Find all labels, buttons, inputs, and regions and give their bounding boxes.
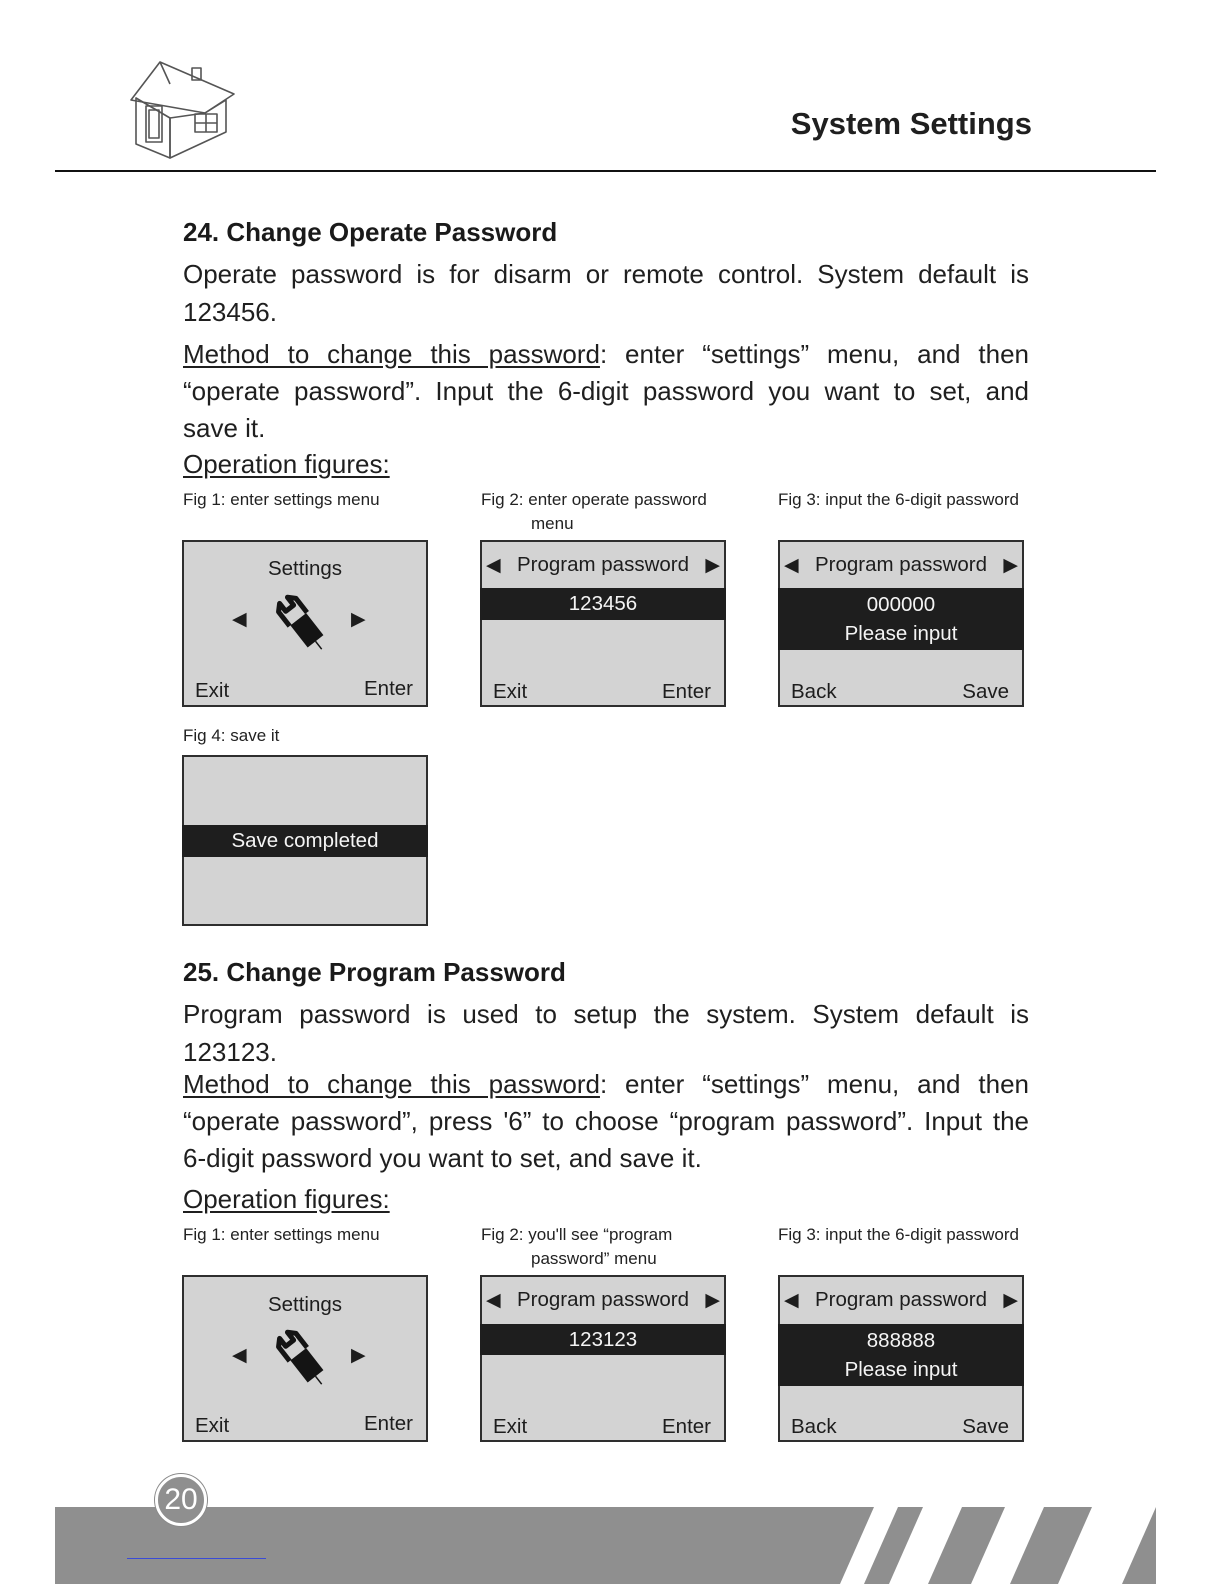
page-number: 20 xyxy=(155,1474,207,1526)
lcd-settings-screen xyxy=(182,1275,428,1442)
right-arrow-icon: ▶ xyxy=(705,1290,720,1311)
method-label: Method to change this password xyxy=(183,339,600,369)
wrench-icon xyxy=(270,590,334,658)
left-arrow-icon: ◀ xyxy=(784,555,799,576)
fig-caption-line: Fig 2: you'll see “program xyxy=(481,1225,673,1244)
lcd-left-label: Exit xyxy=(493,680,528,703)
right-arrow-icon: ▶ xyxy=(351,609,366,630)
section-24-method-line-1 xyxy=(183,336,1029,374)
lcd-right-label: Enter xyxy=(364,677,413,700)
method-label: Method to change this password xyxy=(183,1069,600,1099)
section-25-intro: Program password is used to setup the system. System default is xyxy=(183,999,1029,1029)
left-arrow-icon: ◀ xyxy=(232,1345,247,1366)
lcd-left-label: Back xyxy=(791,1415,837,1438)
section-25-method-line-2: “operate password”, press '6” to choose “program password”. Input the xyxy=(183,1106,1029,1136)
lcd-right-label: Enter xyxy=(662,680,711,703)
section-24-intro-tail: 123456. xyxy=(183,297,277,327)
right-arrow-icon: ▶ xyxy=(1003,555,1018,576)
lcd-value: 888888 xyxy=(866,1329,936,1352)
fig-caption-line: Fig 2: enter operate password xyxy=(481,490,707,509)
section-24-title: 24. Change Operate Password xyxy=(183,217,558,247)
fig-caption xyxy=(481,488,707,536)
section-24-operation-figures: Operation figures: xyxy=(183,449,390,479)
section-25-operation-figures: Operation figures: xyxy=(183,1184,390,1214)
lcd-right-label: Save xyxy=(962,680,1009,703)
lcd-left-label: Exit xyxy=(195,679,230,702)
footer-link-line xyxy=(127,1558,266,1559)
lcd-save-completed-screen xyxy=(182,755,428,926)
lcd-title: Program password xyxy=(516,1288,690,1311)
header-divider xyxy=(55,170,1156,172)
section-25-method-line-3: 6-digit password you want to set, and save it. xyxy=(183,1143,702,1173)
wrench-icon xyxy=(270,1325,334,1393)
lcd-title: Settings xyxy=(267,1293,343,1316)
fig-caption-line: password” menu xyxy=(531,1249,657,1268)
lcd-input-password-screen xyxy=(778,540,1024,707)
section-24-method-line-2: “operate password”. Input the 6-digit password you want to set, and xyxy=(183,376,1029,406)
fig-caption: Fig 1: enter settings menu xyxy=(183,490,380,509)
lcd-right-label: Save xyxy=(962,1415,1009,1438)
footer-stripes xyxy=(840,1507,1156,1584)
lcd-title: Program password xyxy=(814,1288,988,1311)
lcd-title: Program password xyxy=(814,553,988,576)
lcd-left-label: Exit xyxy=(195,1414,230,1437)
lcd-program-password-screen xyxy=(480,540,726,707)
lcd-left-label: Back xyxy=(791,680,837,703)
method-text: : enter “settings” menu, and then xyxy=(599,339,1029,369)
lcd-highlight-block xyxy=(778,1324,1024,1386)
right-arrow-icon: ▶ xyxy=(351,1345,366,1366)
section-25-method-line-1 xyxy=(183,1066,1029,1104)
lcd-settings-screen xyxy=(182,540,428,707)
lcd-title: Settings xyxy=(267,557,343,580)
lcd-prompt: Please input xyxy=(844,622,958,645)
method-text: : enter “settings” menu, and then xyxy=(599,1069,1029,1099)
left-arrow-icon: ◀ xyxy=(784,1290,799,1311)
fig-caption: Fig 4: save it xyxy=(183,726,280,745)
section-25-intro-tail: 123123. xyxy=(183,1037,277,1067)
lcd-highlight-value: 123456 xyxy=(480,588,726,620)
right-arrow-icon: ▶ xyxy=(1003,1290,1018,1311)
lcd-input-password-screen xyxy=(778,1275,1024,1442)
lcd-right-label: Enter xyxy=(364,1412,413,1435)
page-title: System Settings xyxy=(790,106,1032,141)
lcd-title: Program password xyxy=(516,553,690,576)
fig-caption: Fig 3: input the 6-digit password xyxy=(778,490,1019,509)
left-arrow-icon: ◀ xyxy=(486,555,501,576)
lcd-prompt: Please input xyxy=(844,1358,958,1381)
left-arrow-icon: ◀ xyxy=(486,1290,501,1311)
lcd-highlight-value: 123123 xyxy=(480,1324,726,1355)
lcd-message: Save completed xyxy=(182,825,428,857)
lcd-program-password-screen xyxy=(480,1275,726,1442)
section-25-title: 25. Change Program Password xyxy=(183,957,566,987)
section-24-method-line-3: save it. xyxy=(183,413,266,443)
fig-caption-line: menu xyxy=(531,514,574,533)
fig-caption: Fig 1: enter settings menu xyxy=(183,1225,380,1244)
house-icon xyxy=(128,58,238,162)
left-arrow-icon: ◀ xyxy=(232,609,247,630)
lcd-right-label: Enter xyxy=(662,1415,711,1438)
fig-caption xyxy=(481,1223,672,1271)
lcd-highlight-block xyxy=(778,588,1024,650)
fig-caption: Fig 3: input the 6-digit password xyxy=(778,1225,1019,1244)
lcd-left-label: Exit xyxy=(493,1415,528,1438)
section-24-intro: Operate password is for disarm or remote control. System default is xyxy=(183,259,1029,289)
right-arrow-icon: ▶ xyxy=(705,555,720,576)
lcd-value: 000000 xyxy=(866,593,936,616)
